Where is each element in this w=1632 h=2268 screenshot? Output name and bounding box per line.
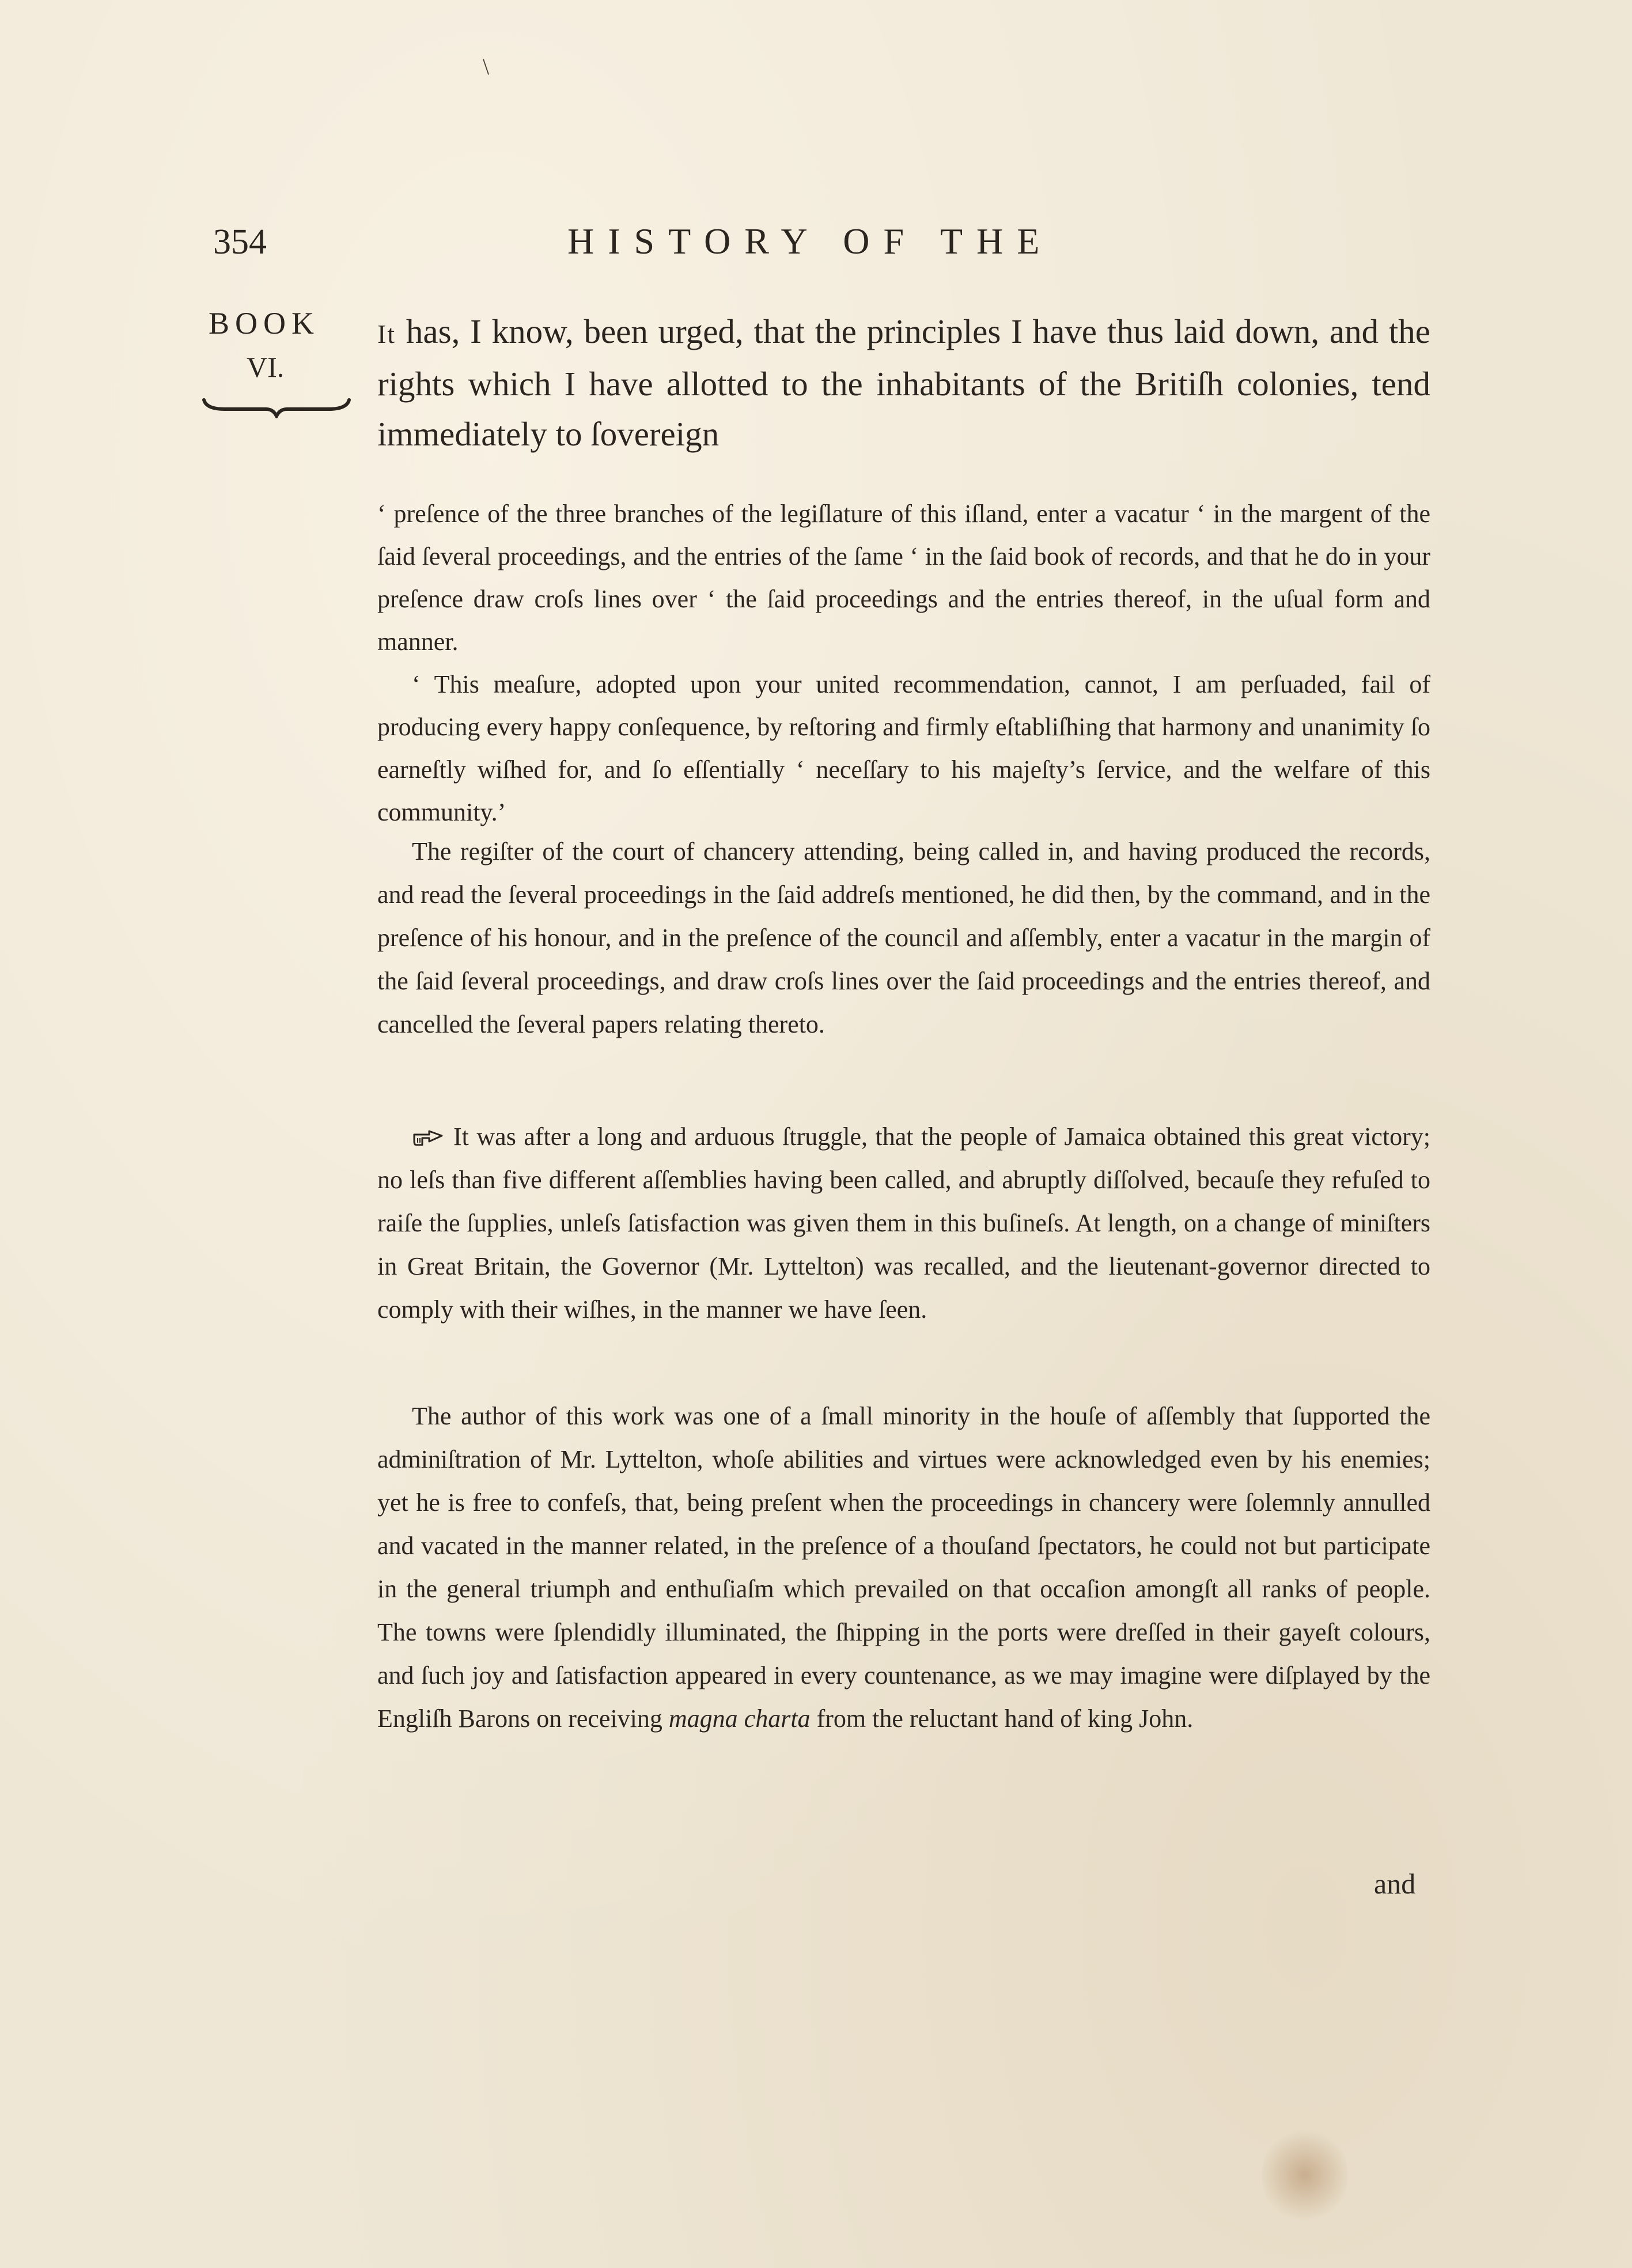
brace-icon	[202, 390, 351, 418]
paper-stain	[1262, 2126, 1348, 2224]
page-number: 354	[213, 222, 267, 262]
author-text-2: from the reluctant hand of king John.	[810, 1704, 1194, 1733]
book-label: BOOK	[209, 306, 320, 341]
main-paragraph-body: has, I know, been urged, that the principles I have thus laid down, and the rights which I have allotted to the inhabitants of the Britiſh colonies, tend immediately to ſovereign	[377, 312, 1430, 453]
author-note	[377, 1394, 1430, 1740]
stray-mark: \	[483, 54, 490, 80]
pointing-hand-icon	[412, 1127, 444, 1148]
quote-paragraph-2: ‘ This meaſure, adopted upon your united recommendation, cannot, I am perſuaded, fail of producing every happy conſequence, by reſtoring and firmly eſtabliſhing that harmony and unanimity ſo earneſtly wiſhed for, and ſo eſſentially ‘ neceſſary to his majeſty’s ſervice, and the welfare of this community.’	[377, 670, 1430, 826]
author-italic: magna charta	[668, 1704, 811, 1733]
running-head: HISTORY OF THE	[567, 221, 1054, 262]
struggle-note	[377, 1115, 1430, 1331]
main-paragraph	[377, 307, 1430, 459]
struggle-text: It was after a long and arduous ſtruggle, that the people of Jamaica obtained this great victory; no leſs than five different aſſemblies having been called, and abruptly diſſolved, becauſe they refuſed to raiſe the ſupplies, unleſs ſatisfaction was given them in this buſineſs. At length, on a change of miniſters in Great Britain, the Governor (Mr. Lyttelton) was recalled, and the lieutenant-governor directed to comply with their wiſhes, in the manner we have ſeen.	[377, 1122, 1430, 1324]
register-paragraph: The regiſter of the court of chancery attending, being called in, and having produced the records, and read the ſeveral proceedings in the ſaid addreſs mentioned, he did then, by the command, and in the preſence of his honour, and in the preſence of the council and aſſembly, enter a vacatur in the margin of the ſaid ſeveral proceedings, and draw croſs lines over the ſaid proceedings and the entries thereof, and cancelled the ſeveral papers relating thereto.	[377, 837, 1430, 1038]
quote-paragraph-1: ‘ preſence of the three branches of the legiſlature of this iſland, enter a vacatur ‘ in the margent of the ſaid ſeveral proceedings, and the entries of the ſame ‘ in the ſaid book of records, and that he do in your preſence draw croſs lines over ‘ the ſaid proceedings and the entries thereof, in the uſual form and manner.	[377, 500, 1430, 656]
catchword: and	[1374, 1868, 1416, 1900]
quoted-address	[377, 493, 1430, 834]
book-number: VI.	[247, 351, 285, 383]
author-text-1: The author of this work was one of a ſmall minority in the houſe of aſſembly that ſupported the adminiſtration of Mr. Lyttelton, whoſe abilities and virtues were acknowledged even by his enemies; yet he is free to confeſs, that, being preſent when the proceedings in chancery were ſolemnly annulled and vacated in the manner related, in the preſence of a thouſand ſpectators, he could not but participate in the general triumph and enthuſiaſm which prevailed on that occaſion amongſt all ranks of people. The towns were ſplendidly illuminated, the ſhipping in the ports were dreſſed in their gayeſt colours, and ſuch joy and ſatisfaction appeared in every countenance, as we may imagine were diſplayed by the Engliſh Barons on receiving	[377, 1402, 1430, 1733]
lead-smallcaps: It	[377, 319, 396, 349]
